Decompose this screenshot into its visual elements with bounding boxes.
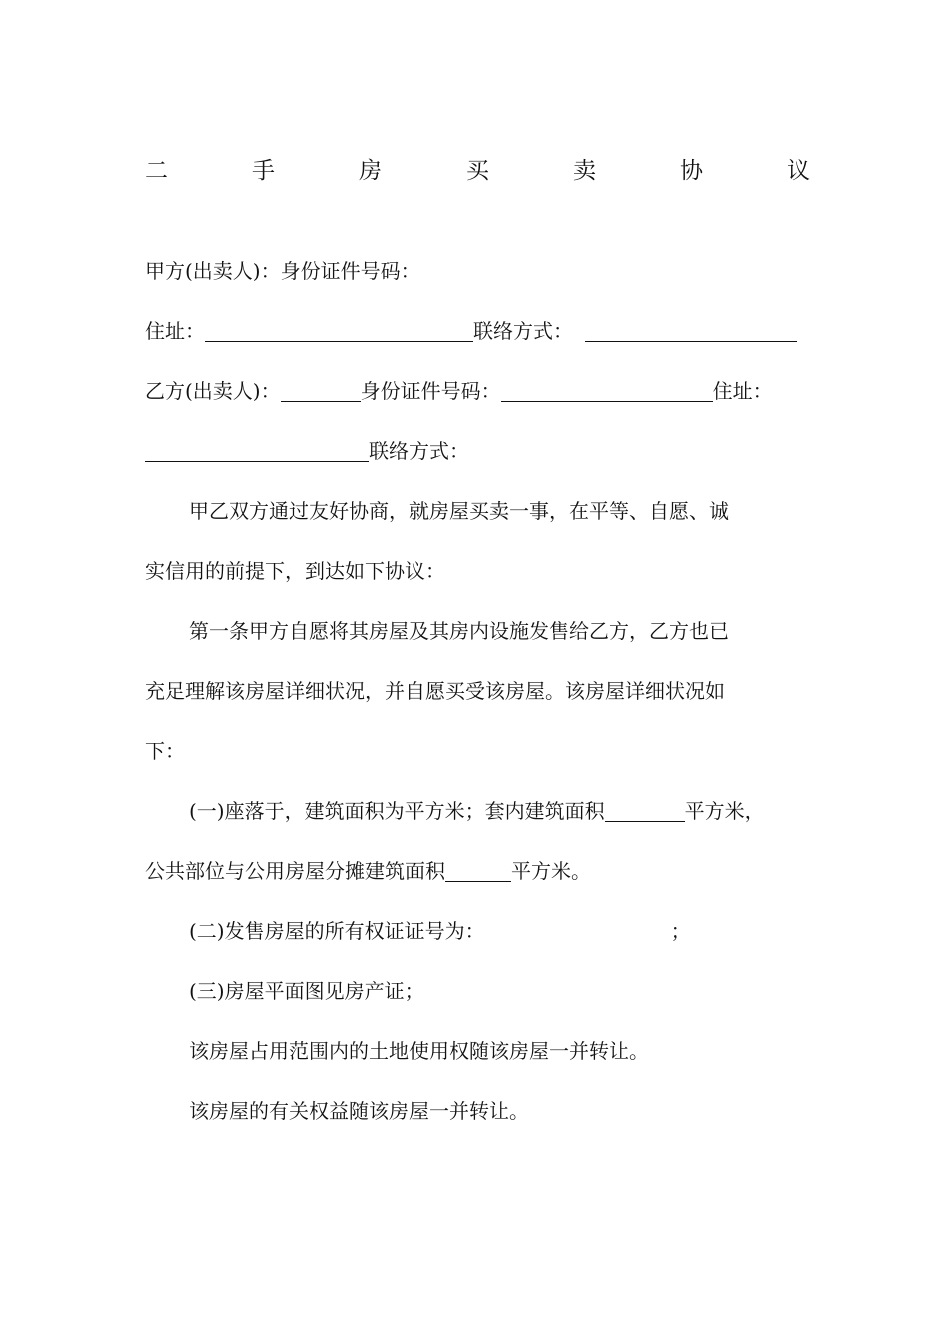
party-a-label: 甲方(出卖人)： — [145, 259, 281, 283]
party-b-id-label: 身份证件号码： — [360, 379, 501, 403]
party-a-address-label: 住址： — [145, 319, 205, 343]
party-b-address-blank[interactable] — [145, 439, 369, 462]
title-char: 议 — [787, 158, 810, 184]
article-1-line-3: 下： — [145, 739, 185, 763]
article-1-line-1: 第一条甲方自愿将其房屋及其房内设施发售给乙方，乙方也已 — [189, 619, 729, 643]
title-char: 协 — [680, 158, 703, 184]
title-char: 买 — [466, 158, 489, 184]
item-2-label: (二)发售房屋的所有权证证号为： — [189, 919, 485, 943]
article-1-line-2: 充足理解该房屋详细状况，并自愿买受该房屋。该房屋详细状况如 — [145, 679, 725, 703]
intro-paragraph-line-1: 甲乙双方通过友好协商，就房屋买卖一事，在平等、自愿、诚 — [189, 499, 729, 523]
party-a-address-line — [145, 316, 797, 346]
related-rights-line: 该房屋的有关权益随该房屋一并转让。 — [189, 1099, 529, 1123]
party-b-contact-label: 联络方式： — [369, 439, 469, 463]
item-2-line — [189, 916, 691, 946]
party-b-address-label: 住址： — [712, 379, 773, 403]
party-a-line — [145, 256, 421, 286]
party-a-contact-label: 联络方式： — [473, 319, 573, 343]
party-a-id-label: 身份证件号码： — [280, 259, 421, 283]
party-b-name-blank[interactable] — [281, 379, 361, 402]
title-char: 二 — [145, 158, 168, 184]
party-b-line — [145, 376, 773, 406]
party-b-label: 乙方(出卖人)： — [145, 379, 281, 403]
item-1-text: (一)座落于，建筑面积为平方米；套内建筑面积 — [189, 799, 605, 823]
title-char: 卖 — [573, 158, 596, 184]
title-char: 手 — [252, 158, 275, 184]
item-2-end: ； — [670, 919, 691, 943]
intro-paragraph-line-2: 实信用的前提下，到达如下协议： — [145, 559, 445, 583]
item-1-line-1 — [189, 796, 765, 826]
title-char: 房 — [359, 158, 382, 184]
shared-area-text: 公共部位与公用房屋分摊建筑面积 — [145, 859, 445, 883]
item-3-line: (三)房屋平面图见房产证； — [189, 979, 425, 1003]
party-a-contact-blank[interactable] — [585, 319, 797, 342]
land-rights-line: 该房屋占用范围内的土地使用权随该房屋一并转让。 — [189, 1039, 649, 1063]
party-b-id-blank[interactable] — [501, 379, 713, 402]
document-title — [145, 154, 810, 188]
inner-area-blank[interactable] — [605, 799, 685, 822]
party-a-address-blank[interactable] — [205, 319, 473, 342]
item-1-line-2 — [145, 856, 591, 886]
party-b-contact-line — [145, 436, 469, 466]
item-1-unit: 平方米， — [684, 799, 765, 823]
shared-area-unit: 平方米。 — [511, 859, 591, 883]
shared-area-blank[interactable] — [445, 859, 511, 882]
